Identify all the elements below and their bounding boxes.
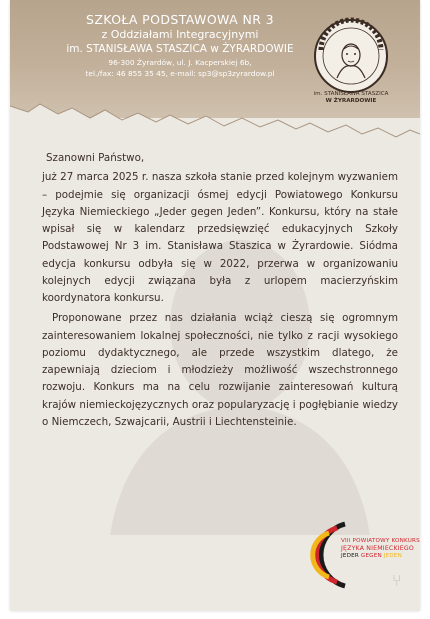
school-subtitle: z Oddziałami Integracyjnymi: [101, 28, 259, 41]
contest-logo-jeden: JEDEN: [383, 553, 403, 559]
seal-caption: [307, 91, 395, 105]
letter-paragraph-1: już 27 marca 2025 r. nasza szkoła stanie przed kolejnym wyzwaniem – podejmie się organizacji ósmej edycji Powiatowego Konkursu Języka Niemieckiego „Jeder gegen Jeden”. Konkursu, który na stałe wpisał się w kalendarz przedsięwzięć edukacyjnych Szkoły Podstawowej Nr 3 im. Stanisława Staszica w Żyrardowie. Siódma edycja konkursu odbyła się w 2022, przerwa w organizowaniu kolejnych edycji związana była z urlopem macierzyńskim koordynatora konkursu.: [42, 171, 398, 304]
contest-logo-line3: [341, 553, 402, 559]
letter-page: [10, 0, 420, 611]
letter-body: [42, 150, 398, 431]
seal-caption-line2: W ŻYRARDOWIE: [325, 98, 377, 104]
contest-logo-gegen: GEGEN: [360, 553, 382, 559]
school-address: 96-300 Żyrardów, ul. J. Kacperskiej 6b,: [108, 58, 252, 67]
contest-logo-line1: VIII POWIATOWY KONKURS: [341, 538, 420, 544]
school-name: SZKOŁA PODSTAWOWA NR 3: [85, 12, 275, 27]
letter-paragraph-2: Proponowane przez nas działania wciąż cieszą się ogromnym zainteresowaniem lokalnej społeczności, nie tylko z racji wysokiego poziomu dydaktycznego, ale przede wszystkim dlatego, że zapewniają dzieciom i młodzieży możliwość wszechstronnego rozwoju. Konkurs ma na celu rozwijanie zainteresowań kulturą krajów niemieckojęzycznych oraz popularyzację i pogłębianie wiedzy o Niemczech, Szwajcarii, Austrii i Liechtensteinie.: [42, 312, 398, 428]
page-corner-mark: ⑂: [392, 571, 402, 590]
contest-logo-jeder: JEDER: [341, 553, 359, 559]
seal-caption-line1: im. STANISŁAWA STASZICA: [313, 91, 389, 97]
school-header: [50, 12, 310, 79]
letter-greeting: Szanowni Państwo,: [46, 152, 145, 164]
contest-logo-line2: JĘZYKA NIEMIECKIEGO: [341, 545, 414, 552]
school-contact: tel./fax: 46 855 35 45, e-mail: sp3@sp3zyrardow.pl: [85, 69, 275, 78]
school-patron: im. STANISŁAWA STASZICA w ŻYRARDOWIE: [66, 43, 294, 55]
school-seal-logo: [307, 16, 395, 124]
